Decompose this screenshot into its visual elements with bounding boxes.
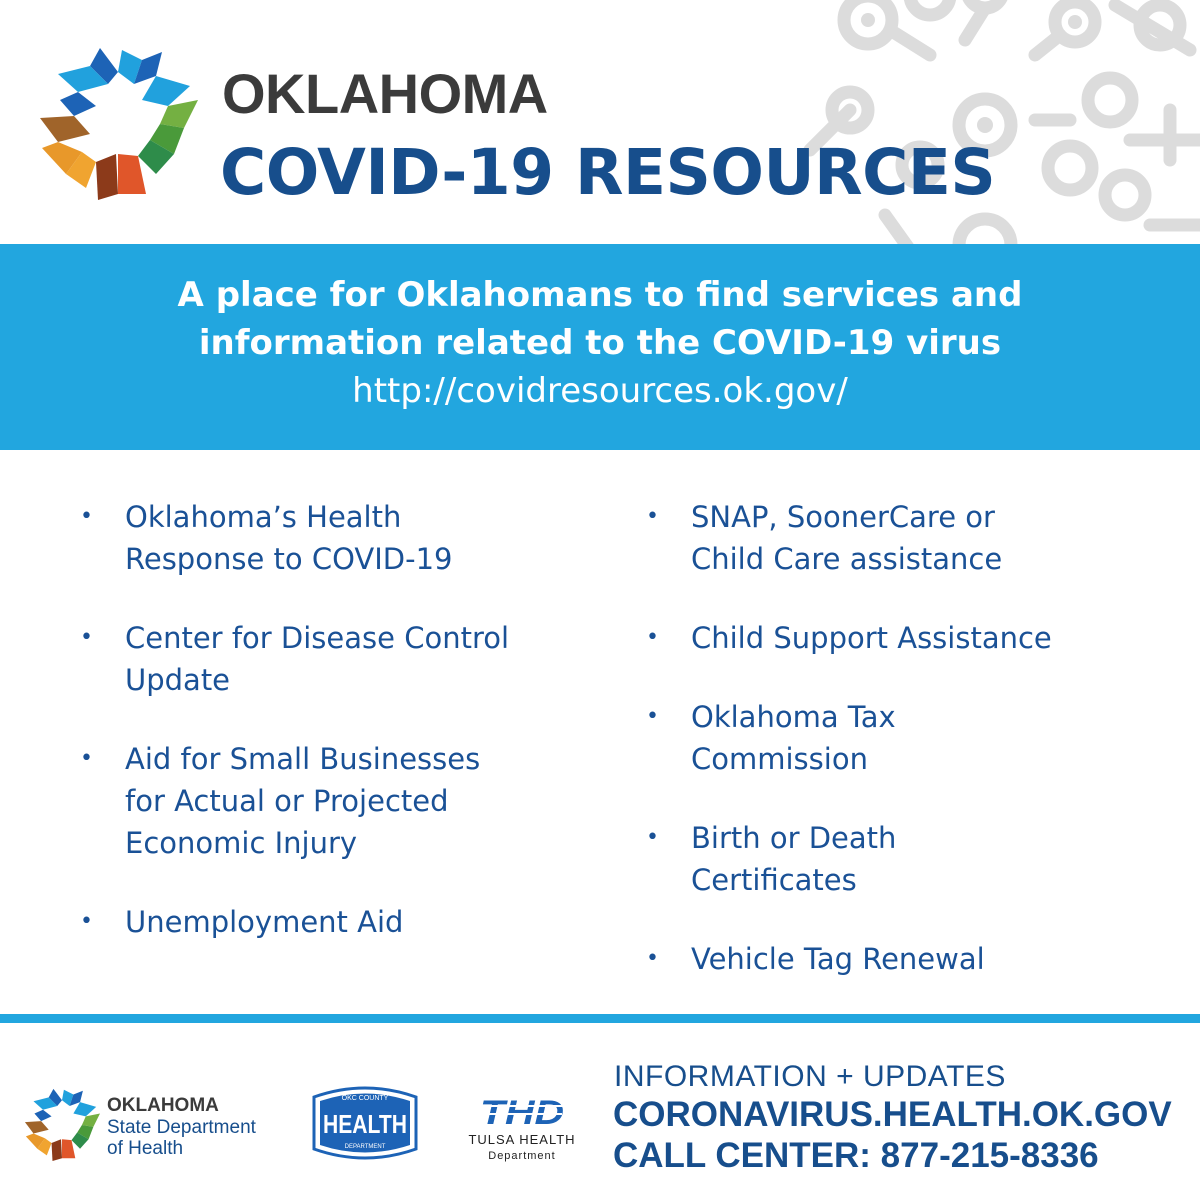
list-item-line: Vehicle Tag Renewal bbox=[691, 942, 985, 976]
bullet-icon: • bbox=[646, 825, 659, 850]
list-item-line: Birth or Death bbox=[691, 821, 897, 855]
list-item-line: Child Support Assistance bbox=[691, 621, 1052, 655]
footer-divider bbox=[0, 1014, 1200, 1023]
list-item-line: Oklahoma Tax bbox=[691, 700, 896, 734]
banner-text-line-2: information related to the COVID-19 virus bbox=[198, 323, 1002, 363]
oklahoma-star-logo-icon bbox=[38, 44, 198, 200]
list-item bbox=[646, 617, 1176, 659]
bullet-icon: • bbox=[80, 746, 93, 771]
list-item-line: Oklahoma’s Health bbox=[125, 500, 402, 534]
list-item-line: Center for Disease Control bbox=[125, 621, 510, 655]
osdh-name-line-3: of Health bbox=[107, 1138, 184, 1159]
okc-health-main-text: HEALTH bbox=[323, 1109, 407, 1139]
tulsa-health-department-logo bbox=[460, 1092, 584, 1164]
page-title: COVID-19 RESOURCES bbox=[220, 136, 996, 209]
coronavirus-website-link[interactable]: CORONAVIRUS.HEALTH.OK.GOV bbox=[613, 1095, 1172, 1134]
bullet-icon: • bbox=[80, 504, 93, 529]
bullet-icon: • bbox=[646, 704, 659, 729]
call-center-phone[interactable]: CALL CENTER: 877-215-8336 bbox=[613, 1136, 1099, 1175]
list-item-line: SNAP, SoonerCare or bbox=[691, 500, 995, 534]
resource-list-right bbox=[646, 496, 1176, 1017]
thd-mark-text: THD bbox=[480, 1094, 564, 1132]
state-name-heading: OKLAHOMA bbox=[222, 62, 548, 125]
osdh-name-line-2: State Department bbox=[107, 1117, 256, 1138]
thd-name-line-1: TULSA HEALTH bbox=[468, 1132, 576, 1147]
okc-health-bottom-text: DEPARTMENT bbox=[344, 1144, 386, 1150]
osdh-logo-text bbox=[107, 1096, 256, 1160]
okc-health-top-text: OKC COUNTY bbox=[341, 1095, 389, 1102]
bullet-icon: • bbox=[646, 946, 659, 971]
list-item bbox=[80, 617, 600, 701]
resource-list-left bbox=[80, 496, 600, 980]
list-item-line: for Actual or Projected bbox=[125, 784, 449, 818]
list-item bbox=[80, 738, 600, 864]
bullet-icon: • bbox=[80, 909, 93, 934]
list-item-line: Child Care assistance bbox=[691, 542, 1003, 576]
list-item-line: Commission bbox=[691, 742, 868, 776]
intro-banner bbox=[0, 244, 1200, 450]
bullet-icon: • bbox=[646, 504, 659, 529]
banner-text-line-1: A place for Oklahomans to find services and bbox=[177, 275, 1023, 315]
list-item-line: Response to COVID-19 bbox=[125, 542, 453, 576]
list-item bbox=[646, 938, 1176, 980]
list-item-line: Certificates bbox=[691, 863, 857, 897]
list-item bbox=[80, 901, 600, 943]
bullet-icon: • bbox=[646, 625, 659, 650]
resources-url-link[interactable]: http://covidresources.ok.gov/ bbox=[352, 371, 848, 411]
list-item bbox=[646, 696, 1176, 780]
osdh-star-logo-icon bbox=[24, 1086, 100, 1162]
list-item-line: Aid for Small Businesses bbox=[125, 742, 481, 776]
virus-icon bbox=[790, 0, 1200, 250]
list-item-line: Economic Injury bbox=[125, 826, 358, 860]
list-item bbox=[646, 817, 1176, 901]
okc-county-health-logo bbox=[306, 1083, 424, 1163]
thd-name-line-2: Department bbox=[488, 1150, 556, 1162]
list-item bbox=[646, 496, 1176, 580]
list-item bbox=[80, 496, 600, 580]
list-item-line: Unemployment Aid bbox=[125, 905, 404, 939]
osdh-name-line-1: OKLAHOMA bbox=[107, 1095, 219, 1116]
bullet-icon: • bbox=[80, 625, 93, 650]
info-updates-label: INFORMATION + UPDATES bbox=[614, 1060, 1006, 1093]
list-item-line: Update bbox=[125, 663, 231, 697]
